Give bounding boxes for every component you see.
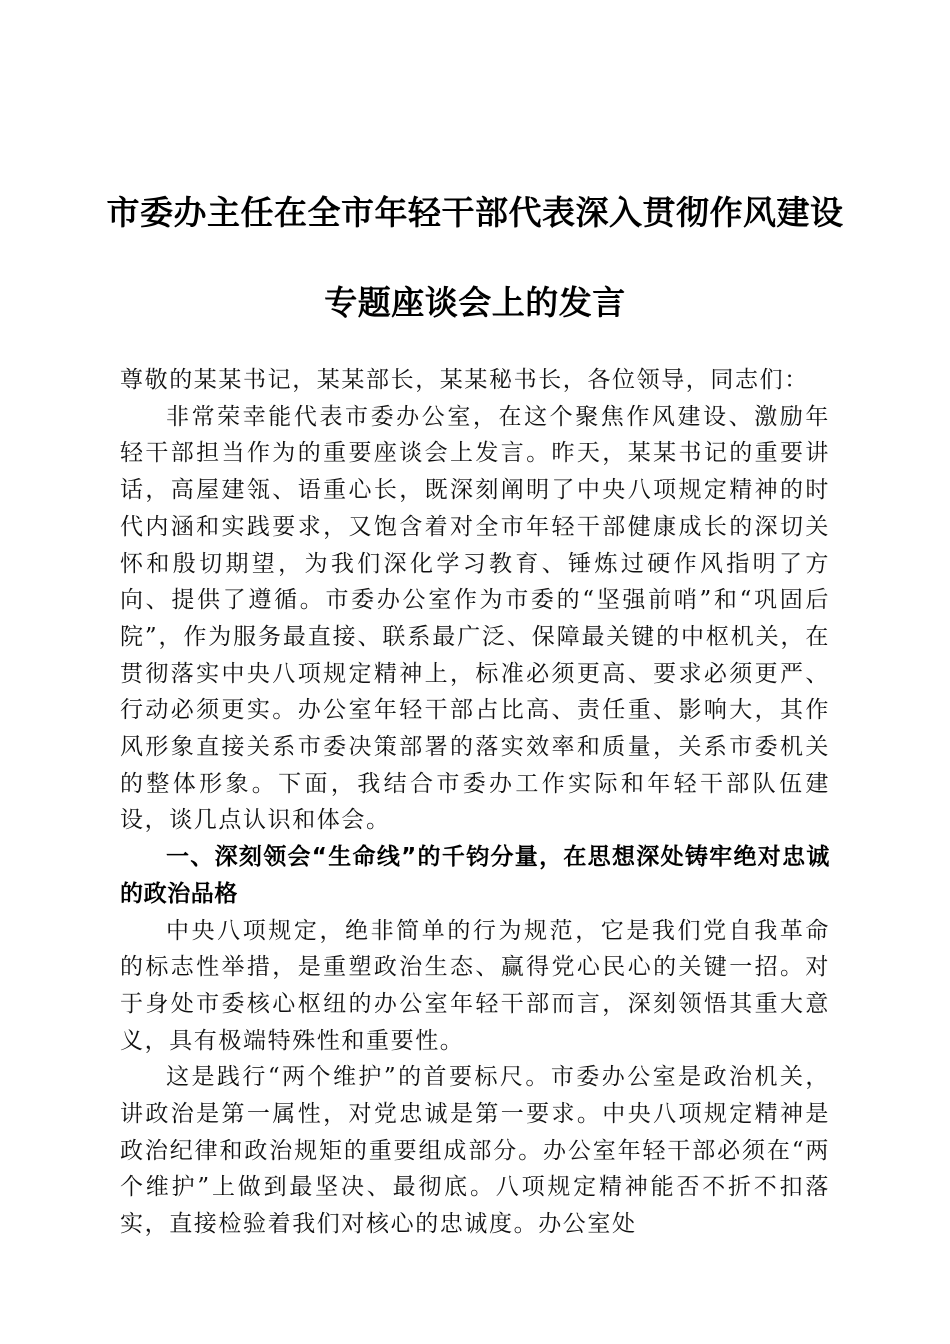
- body-paragraph: 中央八项规定，绝非简单的行为规范，它是我们党自我革命的标志性举措，是重塑政治生态、赢得党心民心的关键一招。对于身处市委核心枢纽的办公室年轻干部而言，深刻领悟其重大意义，具有极端特殊性和重要性。: [120, 917, 830, 1054]
- document-body: [120, 362, 830, 1243]
- section-heading: 一、深刻领会“生命线”的千钧分量，在思想深处铸牢绝对忠诚的政治品格: [120, 844, 830, 907]
- body-paragraph: 这是践行“两个维护”的首要标尺。市委办公室是政治机关，讲政治是第一属性，对党忠诚是第一要求。中央八项规定精神是政治纪律和政治规矩的重要组成部分。办公室年轻干部必须在“两个维护”上做到最坚决、最彻底。八项规定精神能否不折不扣落实，直接检验着我们对核心的忠诚度。办公室处: [120, 1064, 830, 1238]
- salutation: 尊敬的某某书记，某某部长，某某秘书长，各位领导，同志们：: [120, 367, 809, 393]
- document-title: 市委办主任在全市年轻干部代表深入贯彻作风建设专题座谈会上的发言: [106, 193, 844, 322]
- body-paragraph: 非常荣幸能代表市委办公室，在这个聚焦作风建设、激励年轻干部担当作为的重要座谈会上发言。昨天，某某书记的重要讲话，高屋建瓴、语重心长，既深刻阐明了中央八项规定精神的时代内涵和实践要求，又饱含着对全市年轻干部健康成长的深切关怀和殷切期望，为我们深化学习教育、锤炼过硬作风指明了方向、提供了遵循。市委办公室作为市委的“坚强前哨”和“巩固后院”，作为服务最直接、联系最广泛、保障最关键的中枢机关，在贯彻落实中央八项规定精神上，标准必须更高、要求必须更严、行动必须更实。办公室年轻干部占比高、责任重、影响大，其作风形象直接关系市委决策部署的落实效率和质量，关系市委机关的整体形象。下面，我结合市委办工作实际和年轻干部队伍建设，谈几点认识和体会。: [120, 403, 830, 834]
